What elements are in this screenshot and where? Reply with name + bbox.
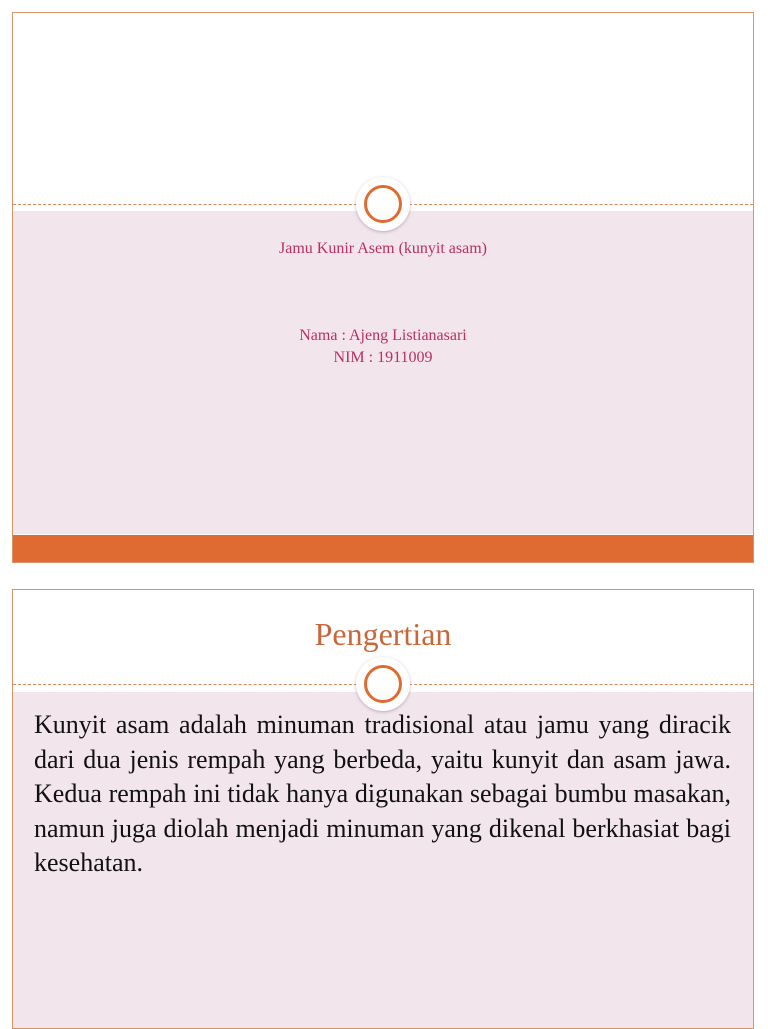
definition-paragraph: Kunyit asam adalah minuman tradisional atau jamu yang diracik dari dua jenis rempah yang berbeda, yaitu kunyit dan asam jawa. Kedua rempah ini tidak hanya digunakan sebagai bumbu masakan, namun juga diolah menjadi minuman yang dikenal berkhasiat bagi kesehatan. (34, 710, 731, 877)
content-slide (12, 589, 754, 1029)
title-slide (12, 12, 754, 563)
title-text: Jamu Kunir Asem (kunyit asam) (279, 240, 487, 257)
circle-ornament-icon (356, 657, 410, 711)
author-info (13, 325, 753, 369)
slide-heading: Pengertian (314, 616, 452, 652)
circle-ornament-icon (356, 177, 410, 231)
presentation-title (13, 238, 753, 260)
student-id: NIM : 1911009 (333, 349, 433, 366)
footer-band (13, 535, 753, 562)
author-name: Nama : Ajeng Listianasari (299, 327, 467, 344)
